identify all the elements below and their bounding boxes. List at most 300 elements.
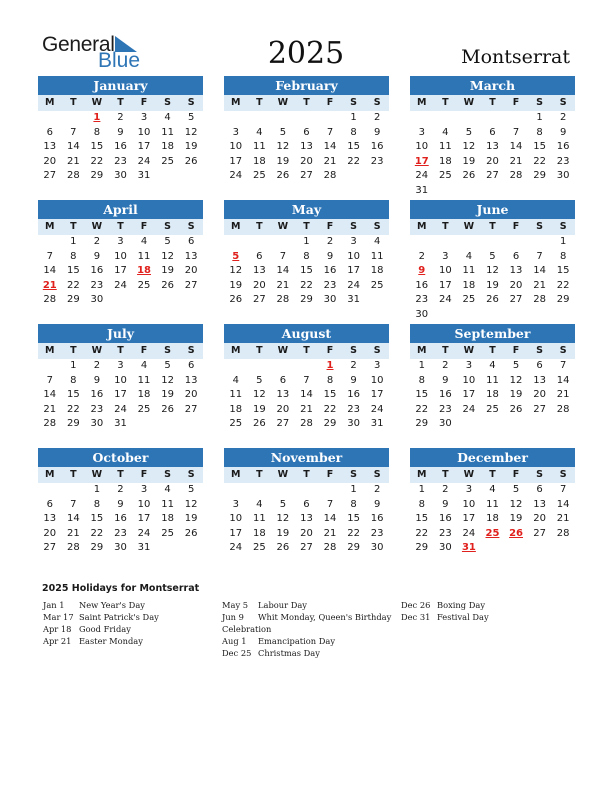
weekday-label: T	[303, 97, 310, 108]
day-cell: 24	[415, 170, 429, 182]
empty-day-cell	[224, 111, 248, 126]
logo-text-blue: Blue	[98, 49, 141, 72]
day-cell: 9	[442, 374, 449, 386]
day-cell: 17	[462, 389, 476, 401]
weekday-label: T	[442, 345, 449, 356]
month-name: April	[38, 200, 203, 219]
day-cell: 7	[536, 250, 543, 262]
day-cell: 4	[256, 126, 263, 138]
day-cell: 11	[462, 265, 476, 277]
day-cell: 3	[350, 236, 357, 247]
weekday-label: T	[442, 469, 449, 480]
day-cell: 1	[418, 484, 425, 495]
holiday-name: Christmas Day	[258, 648, 320, 658]
empty-day-cell	[38, 483, 62, 498]
day-cell: 8	[303, 250, 310, 262]
day-cell: 11	[370, 250, 384, 262]
empty-day-cell	[248, 483, 272, 498]
month-name: November	[224, 448, 389, 467]
day-cell: 21	[533, 279, 546, 291]
day-cell: 30	[90, 294, 104, 306]
day-cell: 13	[43, 513, 57, 525]
day-cell: 30	[438, 542, 452, 554]
weekday-label: S	[164, 345, 172, 356]
holiday-column	[401, 599, 489, 623]
holiday-name: Festival Day	[437, 612, 489, 622]
day-cell: 26	[486, 294, 499, 306]
weekday-label: S	[536, 469, 544, 480]
day-cell: 22	[533, 155, 546, 167]
day-cell: 12	[161, 374, 174, 386]
day-cell: 15	[90, 513, 104, 525]
weekday-label: F	[326, 97, 334, 108]
weekday-label: W	[463, 97, 475, 108]
day-cell: 18	[137, 389, 151, 401]
weekday-label: M	[231, 97, 241, 108]
empty-day-cell	[481, 235, 505, 250]
day-cell: 9	[326, 250, 334, 262]
day-cell: 20	[533, 389, 546, 401]
day-cell: 22	[347, 155, 360, 167]
weekday-label: S	[559, 469, 567, 480]
day-cell: 29	[90, 542, 104, 554]
day-cell: 27	[43, 542, 57, 554]
day-cell: 22	[66, 403, 80, 415]
day-cell: 26	[161, 403, 174, 415]
day-cell: 5	[279, 126, 287, 138]
holiday-date: Jun 9	[222, 612, 244, 622]
day-cell: 22	[90, 527, 104, 539]
day-cell: 21	[556, 389, 570, 401]
weekday-header	[410, 467, 575, 483]
day-cell: 13	[184, 374, 198, 386]
holiday-row	[222, 611, 391, 623]
day-cell: 31	[137, 542, 151, 554]
weekday-label: W	[463, 221, 475, 232]
day-cell: 7	[46, 250, 53, 262]
day-cell: 3	[140, 484, 148, 495]
weekday-label: S	[559, 345, 567, 356]
weekday-header	[38, 343, 203, 359]
day-cell: 8	[70, 374, 77, 386]
day-cell: 30	[415, 308, 429, 320]
holiday-date: Apr 18	[43, 624, 72, 634]
day-cell: 20	[43, 527, 57, 539]
month-july	[38, 324, 203, 432]
weekday-label: T	[489, 97, 496, 108]
day-cell: 24	[462, 403, 476, 415]
day-cell: 12	[462, 141, 476, 153]
day-cell: 11	[486, 374, 499, 386]
day-cell: 6	[46, 126, 53, 138]
day-cell: 12	[252, 389, 266, 401]
day-cell: 28	[556, 527, 570, 539]
day-cell: 17	[137, 513, 151, 525]
holiday-day-cell: 9	[418, 265, 426, 277]
day-cell: 3	[373, 360, 381, 371]
day-cell: 2	[326, 236, 334, 247]
day-cell: 10	[415, 141, 429, 153]
day-cell: 10	[114, 250, 127, 262]
day-cell: 29	[66, 294, 80, 306]
day-cell: 26	[509, 403, 523, 415]
day-cell: 19	[462, 155, 476, 167]
month-august	[224, 324, 389, 432]
day-cell: 14	[533, 265, 546, 277]
day-cell: 25	[137, 279, 151, 291]
holiday-name: Emancipation Day	[258, 636, 336, 646]
holiday-day-cell: 17	[414, 155, 429, 167]
day-cell: 16	[114, 141, 127, 153]
day-cell: 13	[252, 265, 266, 277]
holiday-name: Labour Day	[258, 600, 307, 610]
day-cell: 11	[252, 513, 266, 525]
day-cell: 15	[533, 141, 546, 153]
day-cell: 7	[46, 374, 53, 386]
holiday-row	[401, 599, 489, 611]
empty-day-cell	[38, 111, 62, 126]
weekday-label: F	[140, 221, 148, 232]
day-cell: 29	[415, 418, 429, 430]
month-name: January	[38, 76, 203, 95]
weekday-header	[410, 95, 575, 111]
holiday-row	[401, 611, 489, 623]
weekday-header	[224, 95, 389, 111]
weekday-label: F	[140, 345, 148, 356]
empty-day-cell	[295, 483, 319, 498]
day-cell: 10	[347, 250, 360, 262]
day-cell: 3	[465, 484, 473, 495]
day-cell: 26	[462, 170, 476, 182]
day-cell: 6	[187, 360, 195, 371]
day-cell: 13	[300, 513, 313, 525]
day-cell: 27	[486, 170, 499, 182]
day-cell: 12	[229, 265, 243, 277]
day-cell: 28	[43, 294, 57, 306]
empty-day-cell	[271, 111, 295, 126]
day-cell: 27	[252, 294, 266, 306]
empty-day-cell	[224, 483, 248, 498]
day-cell: 8	[70, 250, 77, 262]
day-cell: 7	[70, 126, 77, 138]
day-cell: 20	[486, 155, 499, 167]
weekday-label: F	[326, 345, 334, 356]
day-cell: 7	[559, 360, 567, 371]
day-cell: 5	[512, 484, 520, 495]
weekday-label: S	[350, 97, 358, 108]
weekday-label: T	[70, 345, 77, 356]
day-grid	[410, 235, 575, 323]
empty-day-cell	[528, 235, 552, 250]
weekday-label: T	[256, 345, 263, 356]
day-cell: 8	[93, 126, 101, 138]
day-cell: 18	[370, 265, 384, 277]
day-cell: 18	[161, 513, 174, 525]
day-cell: 22	[556, 279, 570, 291]
weekday-label: T	[303, 345, 310, 356]
day-cell: 1	[418, 360, 425, 371]
day-cell: 27	[184, 403, 198, 415]
day-cell: 28	[43, 418, 57, 430]
holiday-day-cell: 1	[326, 360, 334, 371]
day-cell: 23	[114, 527, 127, 539]
day-cell: 7	[303, 374, 310, 386]
day-cell: 14	[323, 141, 337, 153]
day-cell: 21	[276, 279, 290, 291]
day-cell: 6	[303, 498, 310, 510]
day-cell: 12	[486, 265, 499, 277]
empty-day-cell	[62, 111, 86, 126]
weekday-label: T	[256, 97, 263, 108]
day-cell: 5	[164, 236, 171, 247]
day-cell: 19	[509, 513, 523, 525]
day-cell: 16	[90, 265, 104, 277]
weekday-label: S	[559, 221, 567, 232]
holiday-day-cell: 26	[509, 527, 523, 539]
empty-day-cell	[224, 235, 248, 250]
month-march	[410, 76, 575, 199]
day-cell: 10	[114, 374, 127, 386]
day-cell: 22	[415, 527, 429, 539]
day-cell: 8	[536, 126, 543, 138]
day-cell: 4	[489, 360, 496, 371]
day-cell: 12	[276, 141, 290, 153]
empty-day-cell	[504, 235, 528, 250]
day-cell: 18	[462, 279, 476, 291]
day-cell: 19	[252, 403, 266, 415]
holiday-day-cell: 25	[485, 527, 500, 539]
day-grid	[38, 483, 203, 556]
day-cell: 10	[462, 498, 476, 510]
day-cell: 20	[43, 155, 57, 167]
holiday-name: Easter Monday	[79, 636, 143, 646]
day-cell: 28	[66, 170, 80, 182]
weekday-label: W	[91, 345, 103, 356]
country-name: Montserrat	[461, 46, 570, 68]
day-cell: 30	[438, 418, 452, 430]
weekday-label: T	[117, 221, 124, 232]
day-cell: 15	[415, 389, 429, 401]
day-cell: 17	[114, 389, 127, 401]
day-cell: 26	[276, 542, 290, 554]
day-cell: 17	[114, 265, 127, 277]
day-cell: 4	[256, 498, 263, 510]
weekday-label: T	[442, 97, 449, 108]
month-name: September	[410, 324, 575, 343]
day-cell: 26	[184, 527, 198, 539]
month-name: June	[410, 200, 575, 219]
weekday-header	[224, 467, 389, 483]
weekday-label: T	[70, 221, 77, 232]
day-cell: 16	[347, 389, 360, 401]
weekday-label: W	[277, 345, 289, 356]
day-cell: 2	[442, 360, 449, 371]
day-cell: 31	[114, 418, 127, 430]
day-cell: 4	[489, 484, 496, 495]
weekday-label: F	[512, 221, 520, 232]
day-cell: 22	[90, 155, 104, 167]
day-cell: 28	[556, 403, 570, 415]
day-cell: 19	[509, 389, 523, 401]
weekday-label: T	[117, 345, 124, 356]
weekday-label: M	[231, 469, 241, 480]
day-cell: 13	[300, 141, 313, 153]
empty-day-cell	[318, 111, 342, 126]
day-cell: 3	[140, 112, 148, 123]
day-cell: 17	[370, 389, 384, 401]
day-cell: 24	[438, 294, 452, 306]
day-cell: 1	[536, 112, 543, 123]
weekday-label: M	[231, 345, 241, 356]
day-cell: 4	[465, 250, 473, 262]
day-cell: 12	[161, 250, 174, 262]
day-cell: 30	[370, 542, 384, 554]
weekday-label: T	[303, 469, 310, 480]
weekday-label: W	[91, 97, 103, 108]
day-cell: 29	[90, 170, 104, 182]
day-cell: 29	[347, 542, 360, 554]
holiday-name: Boxing Day	[437, 600, 486, 610]
day-cell: 2	[117, 112, 124, 123]
day-cell: 21	[66, 155, 80, 167]
day-cell: 23	[347, 403, 360, 415]
weekday-label: W	[463, 469, 475, 480]
day-cell: 5	[187, 112, 195, 123]
month-december	[410, 448, 575, 556]
day-cell: 18	[438, 155, 452, 167]
day-cell: 11	[161, 126, 174, 138]
day-cell: 20	[533, 513, 546, 525]
day-cell: 29	[66, 418, 80, 430]
day-cell: 23	[90, 403, 104, 415]
empty-day-cell	[295, 359, 319, 374]
holiday-column	[222, 599, 391, 659]
weekday-label: M	[45, 345, 55, 356]
weekday-label: M	[417, 97, 427, 108]
empty-day-cell	[295, 111, 319, 126]
holiday-name: Whit Monday, Queen's Birthday	[258, 612, 392, 622]
day-cell: 19	[161, 265, 174, 277]
holiday-date: Mar 17	[43, 612, 74, 622]
day-cell: 30	[556, 170, 570, 182]
day-cell: 14	[66, 141, 80, 153]
day-cell: 28	[66, 542, 80, 554]
holiday-row	[222, 599, 391, 611]
holiday-row	[222, 623, 391, 635]
empty-day-cell	[434, 111, 458, 126]
day-cell: 28	[276, 294, 290, 306]
day-grid	[410, 359, 575, 432]
day-cell: 5	[512, 360, 520, 371]
weekday-label: M	[231, 221, 241, 232]
weekday-label: T	[256, 221, 263, 232]
day-cell: 12	[509, 374, 523, 386]
day-cell: 12	[184, 498, 198, 510]
day-grid	[38, 359, 203, 432]
weekday-label: T	[489, 221, 496, 232]
weekday-label: W	[277, 221, 289, 232]
day-cell: 14	[556, 498, 570, 510]
weekday-label: T	[70, 469, 77, 480]
day-cell: 28	[323, 170, 337, 182]
day-cell: 3	[418, 126, 425, 138]
month-name: December	[410, 448, 575, 467]
holiday-name: Saint Patrick's Day	[79, 612, 159, 622]
holiday-row	[222, 635, 391, 647]
logo-text-general: General	[42, 33, 115, 56]
day-cell: 25	[462, 294, 476, 306]
month-november	[224, 448, 389, 556]
day-cell: 13	[533, 374, 546, 386]
day-cell: 8	[93, 498, 101, 510]
holiday-row	[43, 599, 159, 611]
day-cell: 3	[117, 360, 124, 371]
empty-day-cell	[271, 235, 295, 250]
day-cell: 5	[489, 250, 496, 262]
weekday-label: F	[140, 469, 148, 480]
day-cell: 22	[323, 403, 337, 415]
weekday-label: W	[91, 469, 103, 480]
day-cell: 9	[373, 498, 381, 510]
day-cell: 17	[438, 279, 452, 291]
day-cell: 21	[323, 527, 337, 539]
day-cell: 21	[323, 155, 337, 167]
day-cell: 25	[438, 170, 452, 182]
weekday-label: S	[187, 97, 195, 108]
day-cell: 23	[90, 279, 104, 291]
weekday-label: S	[187, 221, 195, 232]
holiday-day-cell: 18	[137, 265, 151, 277]
day-cell: 9	[93, 374, 101, 386]
day-cell: 10	[137, 126, 151, 138]
day-cell: 3	[117, 236, 124, 247]
day-cell: 23	[556, 155, 570, 167]
day-cell: 25	[229, 418, 243, 430]
empty-day-cell	[504, 111, 528, 126]
day-cell: 7	[512, 126, 520, 138]
day-cell: 5	[164, 360, 171, 371]
day-cell: 20	[509, 279, 523, 291]
empty-day-cell	[434, 235, 458, 250]
day-cell: 20	[300, 155, 313, 167]
weekday-label: S	[350, 345, 358, 356]
day-cell: 19	[161, 389, 174, 401]
weekday-label: S	[164, 97, 172, 108]
weekday-label: S	[559, 97, 567, 108]
day-cell: 31	[370, 418, 384, 430]
day-cell: 14	[66, 513, 80, 525]
day-cell: 2	[442, 484, 449, 495]
day-cell: 8	[418, 374, 425, 386]
weekday-header	[38, 219, 203, 235]
day-cell: 13	[533, 498, 546, 510]
day-cell: 8	[326, 374, 334, 386]
day-cell: 16	[556, 141, 570, 153]
holiday-date: Celebration	[222, 624, 272, 634]
day-cell: 6	[256, 250, 263, 262]
month-january	[38, 76, 203, 184]
day-cell: 6	[303, 126, 310, 138]
weekday-label: F	[326, 221, 334, 232]
weekday-label: T	[303, 221, 310, 232]
weekday-label: S	[164, 469, 172, 480]
day-cell: 19	[184, 513, 198, 525]
day-cell: 2	[559, 112, 567, 123]
day-grid	[224, 483, 389, 556]
day-cell: 11	[137, 374, 151, 386]
month-april	[38, 200, 203, 308]
day-cell: 19	[276, 527, 290, 539]
